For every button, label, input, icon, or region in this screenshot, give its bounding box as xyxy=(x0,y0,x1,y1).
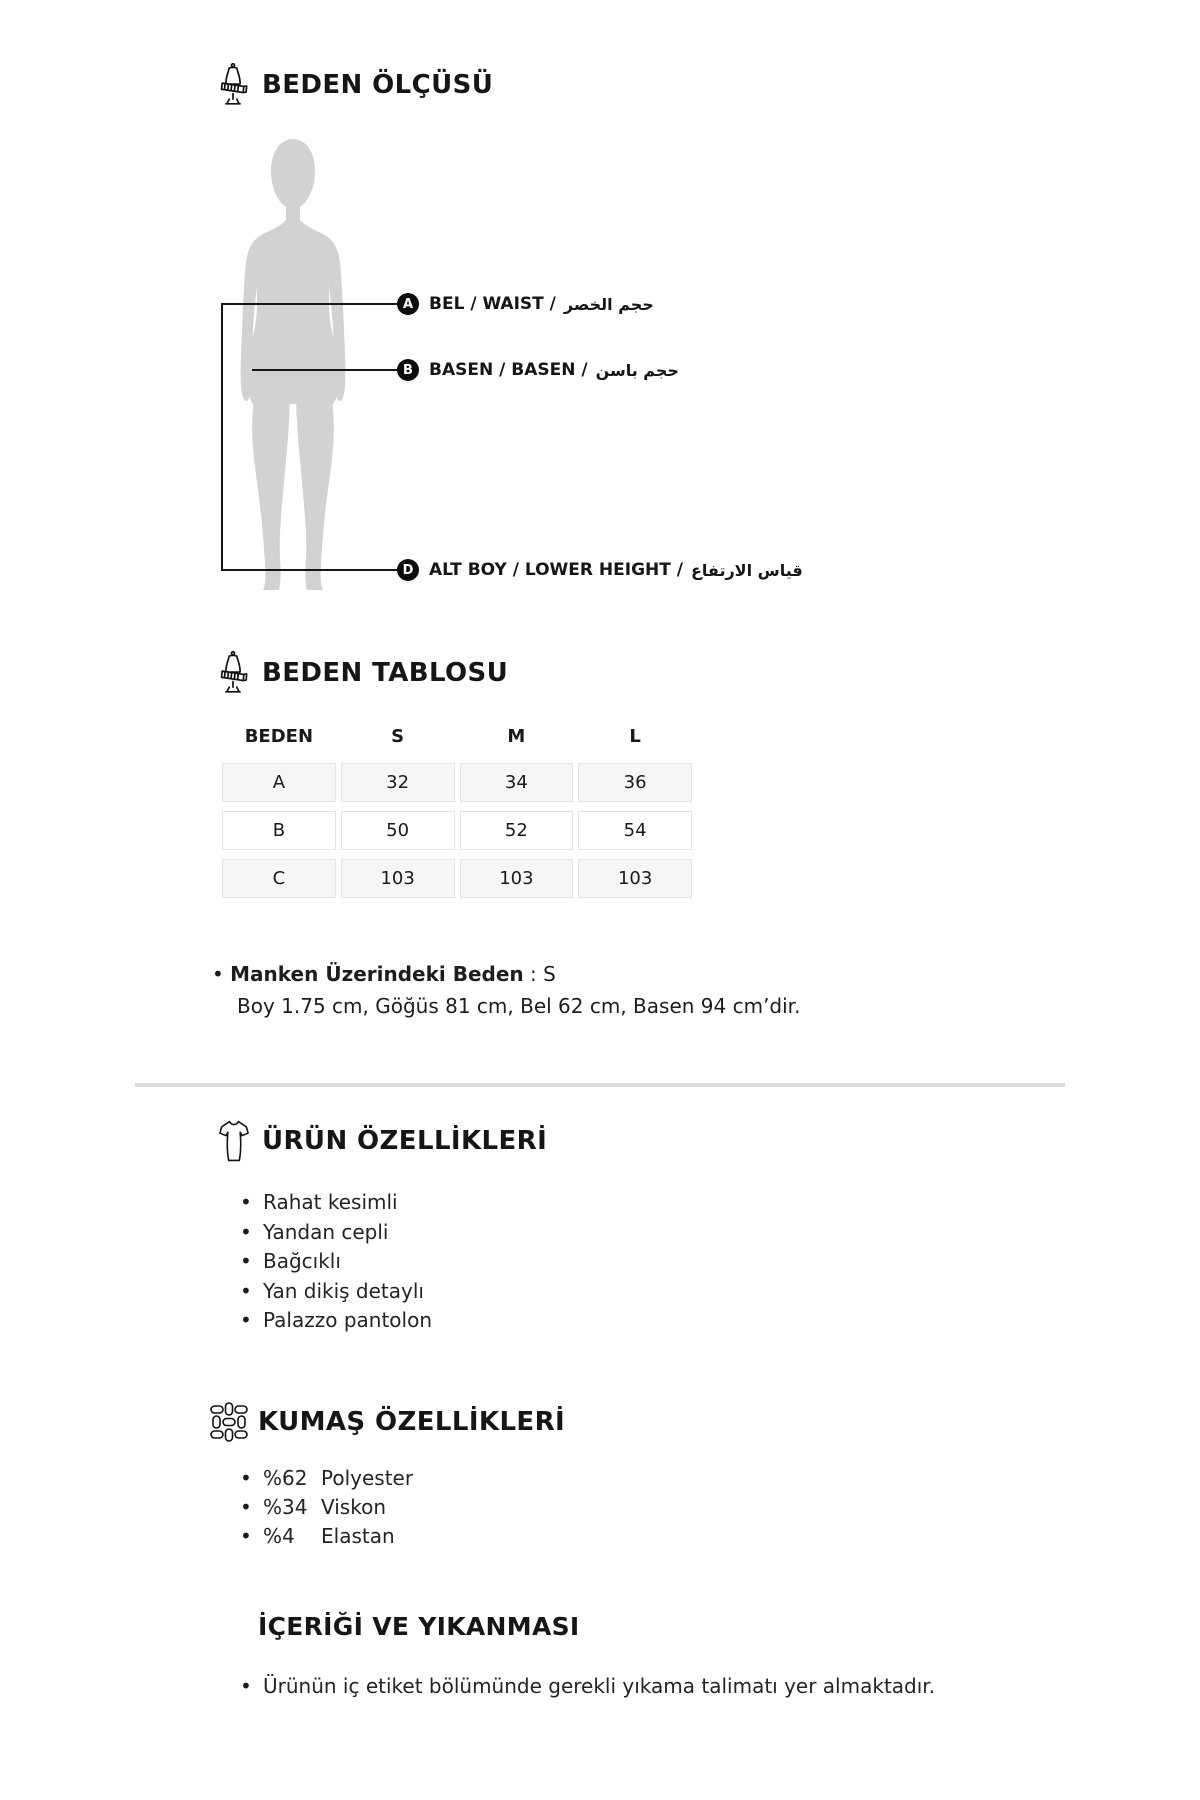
fabric-name: Elastan xyxy=(321,1524,395,1548)
cell: 103 xyxy=(341,859,455,898)
model-size-note xyxy=(212,958,800,1022)
tshirt-icon xyxy=(219,1118,249,1164)
mannequin-icon xyxy=(217,62,249,108)
row-label: C xyxy=(222,859,336,898)
measure-badge-a: A xyxy=(397,293,419,315)
list-item: • Yan dikiş detaylı xyxy=(240,1277,432,1307)
list-item: • Ürünün iç etiket bölümünde gerekli yıkama talimatı yer almaktadır. xyxy=(240,1672,960,1701)
col-header: L xyxy=(629,726,641,747)
table-row xyxy=(222,811,692,850)
measure-bracket xyxy=(221,303,223,571)
fabric-name: Viskon xyxy=(321,1495,386,1519)
measure-label-a: BEL / WAIST / حجم الخصر xyxy=(429,294,654,314)
measure-line-b xyxy=(252,369,398,371)
model-measurements: Boy 1.75 cm, Göğüs 81 cm, Bel 62 cm, Basen 94 cm’dir. xyxy=(237,994,801,1018)
row-label: A xyxy=(222,763,336,802)
size-table-header xyxy=(222,726,692,747)
list-item: • Palazzo pantolon xyxy=(240,1306,432,1336)
cell: 54 xyxy=(578,811,692,850)
model-size-line: • Manken Üzerindeki Beden : S xyxy=(212,962,556,986)
product-features-list xyxy=(240,1188,432,1336)
list-item xyxy=(240,1493,413,1522)
section-product-features-heading xyxy=(219,1118,547,1164)
fabric-features-list xyxy=(240,1464,413,1551)
section-title: KUMAŞ ÖZELLİKLERİ xyxy=(258,1407,566,1437)
cell: 50 xyxy=(341,811,455,850)
list-item: • Rahat kesimli xyxy=(240,1188,432,1218)
measure-badge-d: D xyxy=(397,559,419,581)
list-item xyxy=(240,1522,413,1551)
fabric-percent: %4 xyxy=(263,1524,295,1548)
table-row xyxy=(222,763,692,802)
list-item xyxy=(240,1464,413,1493)
cell: 36 xyxy=(578,763,692,802)
section-care-title: İÇERİĞİ VE YIKANMASI xyxy=(258,1612,580,1641)
mannequin-icon xyxy=(217,650,249,696)
section-title: BEDEN ÖLÇÜSÜ xyxy=(262,70,494,100)
section-size-measure-heading xyxy=(217,62,493,108)
care-list xyxy=(240,1672,960,1701)
fabric-percent: %34 xyxy=(263,1495,308,1519)
cell: 32 xyxy=(341,763,455,802)
measure-label-b: BASEN / BASEN / حجم باسن xyxy=(429,360,679,380)
size-table xyxy=(222,726,692,907)
section-title: ÜRÜN ÖZELLİKLERİ xyxy=(262,1126,548,1156)
measure-line-a xyxy=(222,303,398,305)
section-title: BEDEN TABLOSU xyxy=(262,658,509,688)
cell: 103 xyxy=(578,859,692,898)
cell: 34 xyxy=(460,763,574,802)
measure-label-d: ALT BOY / LOWER HEIGHT / قياس الارتفاع xyxy=(429,560,803,580)
section-size-table-heading xyxy=(217,650,508,696)
list-item: • Yandan cepli xyxy=(240,1218,432,1248)
col-header: BEDEN xyxy=(244,726,314,747)
fabric-percent: %62 xyxy=(263,1466,308,1490)
row-label: B xyxy=(222,811,336,850)
cell: 52 xyxy=(460,811,574,850)
table-row xyxy=(222,859,692,898)
section-fabric-features-heading xyxy=(210,1402,565,1442)
col-header: S xyxy=(391,726,405,747)
measure-badge-b: B xyxy=(397,359,419,381)
measure-line-d xyxy=(222,569,398,571)
cell: 103 xyxy=(460,859,574,898)
col-header: M xyxy=(507,726,526,747)
fabric-weave-icon xyxy=(210,1402,248,1442)
fabric-name: Polyester xyxy=(321,1466,414,1490)
list-item: • Bağcıklı xyxy=(240,1247,432,1277)
section-divider xyxy=(135,1083,1065,1087)
